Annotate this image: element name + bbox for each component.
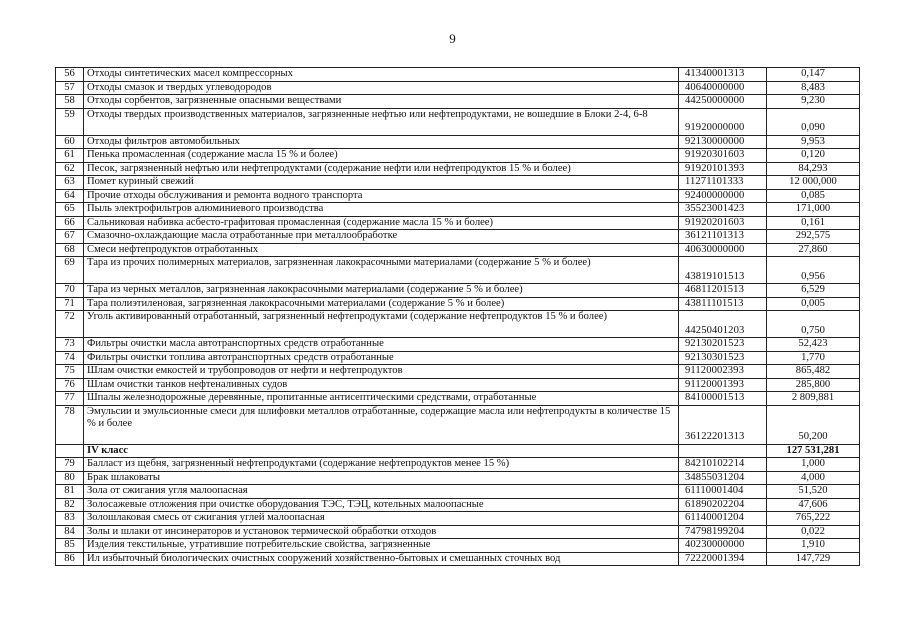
waste-code: 44250000000	[679, 95, 767, 109]
table-row	[56, 552, 860, 566]
table-row	[56, 405, 860, 444]
waste-name: Отходы твердых производственных материалов, загрязненные нефтью или нефтепродуктами, не вошедшие в Блоки 2-4, 6-8	[84, 108, 679, 135]
waste-amount: 1,000	[767, 458, 860, 472]
waste-table	[55, 67, 860, 566]
waste-amount: 52,423	[767, 338, 860, 352]
waste-name: Тара из черных металлов, загрязненная лакокрасочными материалами (содержание 5 % и более)	[84, 284, 679, 298]
waste-code: 91920301603	[679, 149, 767, 163]
waste-amount: 9,953	[767, 135, 860, 149]
waste-name: Помет куриный свежий	[84, 176, 679, 190]
waste-code: 72220001394	[679, 552, 767, 566]
table-row	[56, 230, 860, 244]
row-number: 85	[56, 539, 84, 553]
waste-amount: 6,529	[767, 284, 860, 298]
row-number: 65	[56, 203, 84, 217]
waste-name: Отходы смазок и твердых углеводородов	[84, 81, 679, 95]
waste-amount: 0,005	[767, 297, 860, 311]
waste-amount: 0,161	[767, 216, 860, 230]
row-number: 59	[56, 108, 84, 135]
table-row	[56, 365, 860, 379]
table-row	[56, 311, 860, 338]
waste-name: Эмульсии и эмульсионные смеси для шлифовки металлов отработанные, содержащие масла или нефтепродукты в количестве 15 % и более	[84, 405, 679, 444]
row-number: 61	[56, 149, 84, 163]
waste-name: Уголь активированный отработанный, загрязненный нефтепродуктами (содержание нефтепродуктов 15 % и более)	[84, 311, 679, 338]
waste-code: 92130000000	[679, 135, 767, 149]
waste-name: Шпалы железнодорожные деревянные, пропитанные антисептическими средствами, отработанные	[84, 392, 679, 406]
waste-name: Брак шлаковаты	[84, 471, 679, 485]
waste-name: Песок, загрязненный нефтью или нефтепродуктами (содержание нефти или нефтепродуктов 15 % и более)	[84, 162, 679, 176]
table-row	[56, 458, 860, 472]
row-number: 74	[56, 351, 84, 365]
row-number: 69	[56, 257, 84, 284]
waste-amount: 1,770	[767, 351, 860, 365]
waste-amount: 84,293	[767, 162, 860, 176]
row-number: 84	[56, 525, 84, 539]
waste-name: Прочие отходы обслуживания и ремонта водного транспорта	[84, 189, 679, 203]
waste-code: 91120002393	[679, 365, 767, 379]
table-row	[56, 68, 860, 82]
waste-code: 91920000000	[679, 108, 767, 135]
waste-code: 43819101513	[679, 257, 767, 284]
table-row	[56, 257, 860, 284]
waste-name: Золы и шлаки от инсинераторов и установок термической обработки отходов	[84, 525, 679, 539]
waste-code	[679, 444, 767, 458]
row-number: 82	[56, 498, 84, 512]
waste-name: Фильтры очистки топлива автотранспортных средств отработанные	[84, 351, 679, 365]
table-row	[56, 203, 860, 217]
waste-name: Тара полиэтиленовая, загрязненная лакокрасочными материалами (содержание 5 % и более)	[84, 297, 679, 311]
waste-amount: 8,483	[767, 81, 860, 95]
waste-code: 92400000000	[679, 189, 767, 203]
waste-name: Шлам очистки емкостей и трубопроводов от нефти и нефтепродуктов	[84, 365, 679, 379]
waste-code: 74798199204	[679, 525, 767, 539]
waste-amount: 0,022	[767, 525, 860, 539]
row-number: 58	[56, 95, 84, 109]
waste-amount: 147,729	[767, 552, 860, 566]
waste-amount: 0,090	[767, 108, 860, 135]
waste-name: Отходы фильтров автомобильных	[84, 135, 679, 149]
table-row	[56, 297, 860, 311]
row-number: 79	[56, 458, 84, 472]
waste-name: Смеси нефтепродуктов отработанных	[84, 243, 679, 257]
table-row	[56, 525, 860, 539]
waste-amount: 47,606	[767, 498, 860, 512]
row-number: 66	[56, 216, 84, 230]
waste-code: 43811101513	[679, 297, 767, 311]
waste-amount: 51,520	[767, 485, 860, 499]
row-number: 81	[56, 485, 84, 499]
table-row	[56, 284, 860, 298]
class-header-row	[56, 444, 860, 458]
row-number: 83	[56, 512, 84, 526]
table-row	[56, 108, 860, 135]
waste-code: 91920201603	[679, 216, 767, 230]
waste-code: 34855031204	[679, 471, 767, 485]
table-row	[56, 392, 860, 406]
waste-amount: 127 531,281	[767, 444, 860, 458]
waste-amount: 0,085	[767, 189, 860, 203]
row-number: 86	[56, 552, 84, 566]
table-row	[56, 135, 860, 149]
waste-code: 92130301523	[679, 351, 767, 365]
row-number: 64	[56, 189, 84, 203]
row-number: 72	[56, 311, 84, 338]
row-number: 77	[56, 392, 84, 406]
table-row	[56, 162, 860, 176]
waste-code: 92130201523	[679, 338, 767, 352]
waste-code: 91120001393	[679, 378, 767, 392]
table-row	[56, 378, 860, 392]
waste-amount: 12 000,000	[767, 176, 860, 190]
waste-code: 36121101313	[679, 230, 767, 244]
table-row	[56, 498, 860, 512]
waste-amount: 0,956	[767, 257, 860, 284]
row-number: 68	[56, 243, 84, 257]
waste-code: 36122201313	[679, 405, 767, 444]
waste-code: 61110001404	[679, 485, 767, 499]
waste-name: Отходы сорбентов, загрязненные опасными веществами	[84, 95, 679, 109]
table-row	[56, 81, 860, 95]
waste-name: Смазочно-охлаждающие масла отработанные при металлообработке	[84, 230, 679, 244]
row-number: 71	[56, 297, 84, 311]
row-number: 75	[56, 365, 84, 379]
table-row	[56, 512, 860, 526]
waste-amount: 4,000	[767, 471, 860, 485]
waste-amount: 865,482	[767, 365, 860, 379]
waste-code: 91920101393	[679, 162, 767, 176]
waste-amount: 765,222	[767, 512, 860, 526]
table-row	[56, 351, 860, 365]
table-row	[56, 338, 860, 352]
table-row	[56, 149, 860, 163]
waste-name: Золошлаковая смесь от сжигания углей малоопасная	[84, 512, 679, 526]
waste-amount: 1,910	[767, 539, 860, 553]
row-number: 70	[56, 284, 84, 298]
waste-name: Балласт из щебня, загрязненный нефтепродуктами (содержание нефтепродуктов менее 15 %)	[84, 458, 679, 472]
waste-amount: 0,120	[767, 149, 860, 163]
row-number: 67	[56, 230, 84, 244]
table-row	[56, 485, 860, 499]
page-number: 9	[449, 31, 456, 46]
row-number: 78	[56, 405, 84, 444]
row-number: 60	[56, 135, 84, 149]
waste-amount: 27,860	[767, 243, 860, 257]
waste-amount: 0,147	[767, 68, 860, 82]
waste-name: Пыль электрофильтров алюминиевого производства	[84, 203, 679, 217]
row-number: 62	[56, 162, 84, 176]
waste-amount: 171,000	[767, 203, 860, 217]
waste-name: Зола от сжигания угля малоопасная	[84, 485, 679, 499]
row-number: 73	[56, 338, 84, 352]
waste-code: 41340001313	[679, 68, 767, 82]
waste-amount: 285,800	[767, 378, 860, 392]
waste-name: Золосажевые отложения при очистке оборудования ТЭС, ТЭЦ, котельных малоопасные	[84, 498, 679, 512]
waste-amount: 0,750	[767, 311, 860, 338]
row-number: 80	[56, 471, 84, 485]
waste-amount: 50,200	[767, 405, 860, 444]
table-row	[56, 243, 860, 257]
row-number	[56, 444, 84, 458]
waste-name: Изделия текстильные, утратившие потребительские свойства, загрязненные	[84, 539, 679, 553]
waste-code: 61140001204	[679, 512, 767, 526]
waste-amount: 292,575	[767, 230, 860, 244]
waste-name: Тара из прочих полимерных материалов, загрязненная лакокрасочными материалами (содержание 5 % и более)	[84, 257, 679, 284]
waste-code: 84210102214	[679, 458, 767, 472]
waste-code: 40230000000	[679, 539, 767, 553]
table-row	[56, 189, 860, 203]
row-number: 63	[56, 176, 84, 190]
waste-code: 61890202204	[679, 498, 767, 512]
waste-name: Отходы синтетических масел компрессорных	[84, 68, 679, 82]
row-number: 56	[56, 68, 84, 82]
table-row	[56, 539, 860, 553]
waste-code: 44250401203	[679, 311, 767, 338]
waste-amount: 2 809,881	[767, 392, 860, 406]
waste-name: Ил избыточный биологических очистных сооружений хозяйственно-бытовых и смешанных сточных вод	[84, 552, 679, 566]
waste-code: 46811201513	[679, 284, 767, 298]
table-row	[56, 471, 860, 485]
row-number: 57	[56, 81, 84, 95]
table-row	[56, 216, 860, 230]
table-row	[56, 176, 860, 190]
row-number: 76	[56, 378, 84, 392]
waste-code: 35523001423	[679, 203, 767, 217]
waste-code: 40640000000	[679, 81, 767, 95]
waste-name: Фильтры очистки масла автотранспортных средств отработанные	[84, 338, 679, 352]
waste-code: 11271101333	[679, 176, 767, 190]
waste-name: Сальниковая набивка асбесто-графитовая промасленная (содержание масла 15 % и более)	[84, 216, 679, 230]
waste-amount: 9,230	[767, 95, 860, 109]
waste-name: Шлам очистки танков нефтеналивных судов	[84, 378, 679, 392]
table-row	[56, 95, 860, 109]
waste-name: Пенька промасленная (содержание масла 15 % и более)	[84, 149, 679, 163]
waste-name: IV класс	[84, 444, 679, 458]
waste-code: 84100001513	[679, 392, 767, 406]
waste-code: 40630000000	[679, 243, 767, 257]
